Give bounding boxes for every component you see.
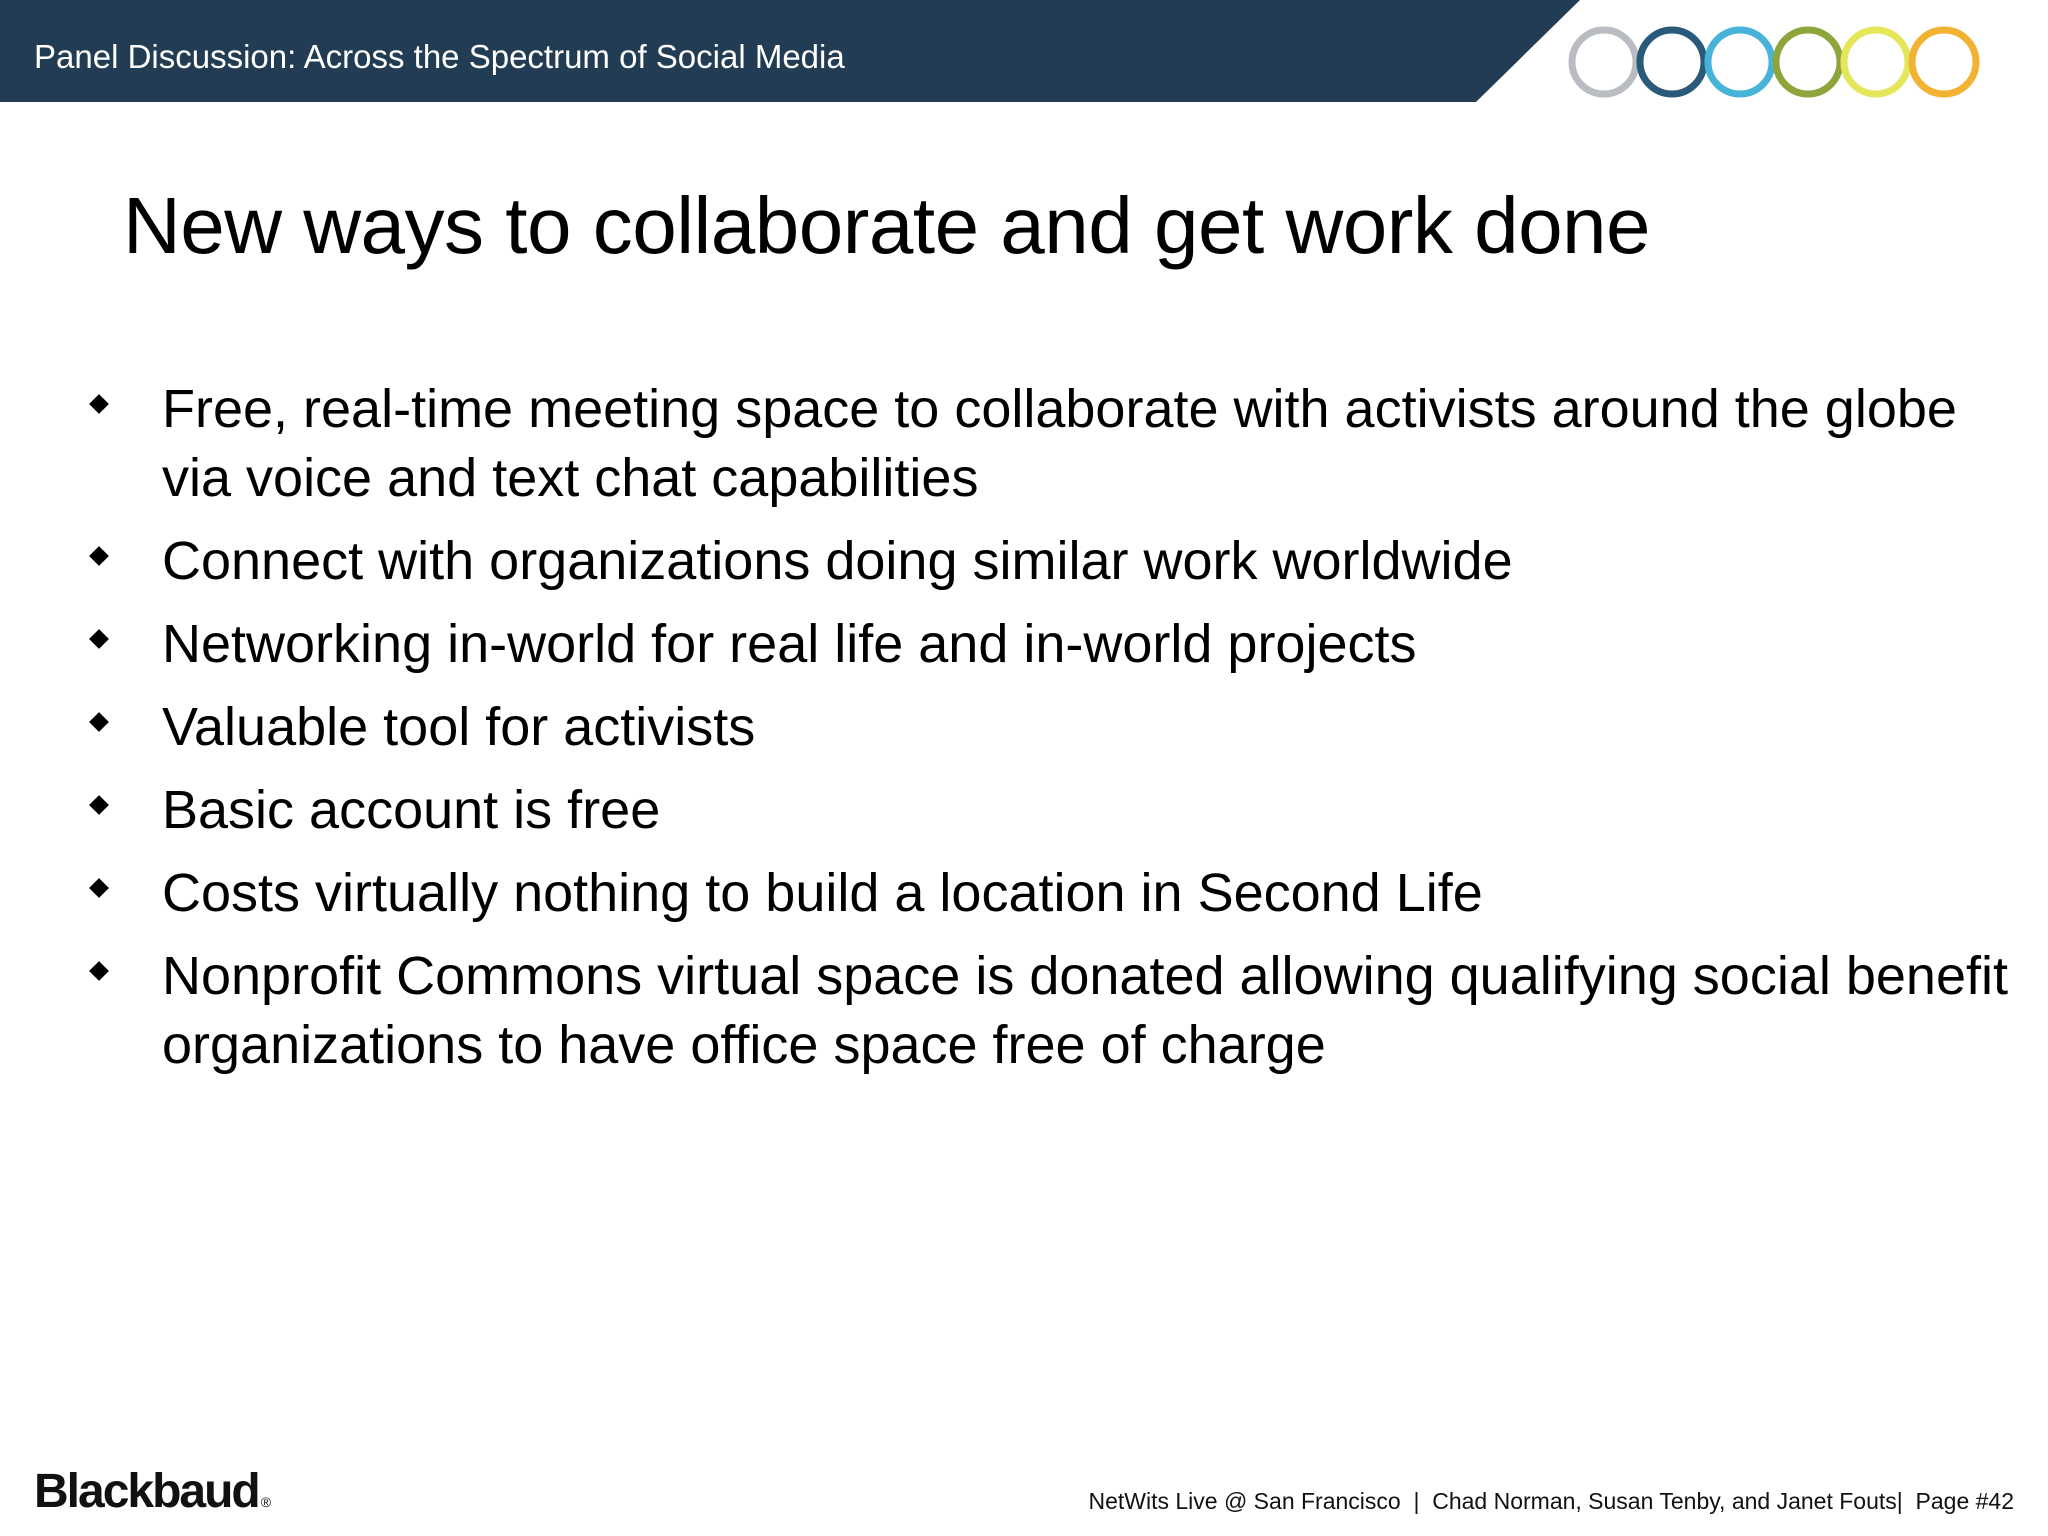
rings-logo <box>1566 24 2006 100</box>
ring-icon <box>1912 30 1976 94</box>
list-item <box>88 610 2008 679</box>
ring-icon <box>1708 30 1772 94</box>
header-title: Panel Discussion: Across the Spectrum of Social Media <box>34 38 845 75</box>
ring-icon <box>1640 30 1704 94</box>
bullet-text: Connect with organizations doing similar work worldwide <box>162 531 1513 591</box>
bullet-text: Nonprofit Commons virtual space is donated allowing qualifying social benefit organizations to have office space free of charge <box>162 946 2008 1075</box>
diamond-bullet-icon <box>89 394 109 414</box>
list-item <box>88 527 2008 596</box>
list-item <box>88 776 2008 845</box>
list-item <box>88 859 2008 928</box>
bullet-text: Costs virtually nothing to build a location in Second Life <box>162 863 1483 923</box>
list-item <box>88 942 2008 1080</box>
ring-icon <box>1572 30 1636 94</box>
ring-icon <box>1844 30 1908 94</box>
footer-info: NetWits Live @ San Francisco | Chad Norman, Susan Tenby, and Janet Fouts| Page #42 <box>1088 1488 2014 1514</box>
bullet-text: Free, real-time meeting space to collaborate with activists around the globe via voice and text chat capabilities <box>162 379 1957 508</box>
brand-name: Blackbaud <box>34 1465 259 1518</box>
diamond-bullet-icon <box>89 629 109 649</box>
bullet-list <box>88 375 2008 1094</box>
diamond-bullet-icon <box>89 546 109 566</box>
bullet-text: Networking in-world for real life and in-world projects <box>162 614 1417 674</box>
brand-logo <box>34 1464 271 1519</box>
diamond-bullet-icon <box>89 712 109 732</box>
diamond-bullet-icon <box>89 961 109 981</box>
list-item <box>88 693 2008 762</box>
list-item <box>88 375 2008 513</box>
ring-icon <box>1776 30 1840 94</box>
slide-title: New ways to collaborate and get work done <box>123 181 1651 270</box>
bullet-text: Valuable tool for activists <box>162 697 756 757</box>
bullet-text: Basic account is free <box>162 780 661 840</box>
diamond-bullet-icon <box>89 878 109 898</box>
diamond-bullet-icon <box>89 795 109 815</box>
registered-mark: ® <box>260 1494 272 1510</box>
